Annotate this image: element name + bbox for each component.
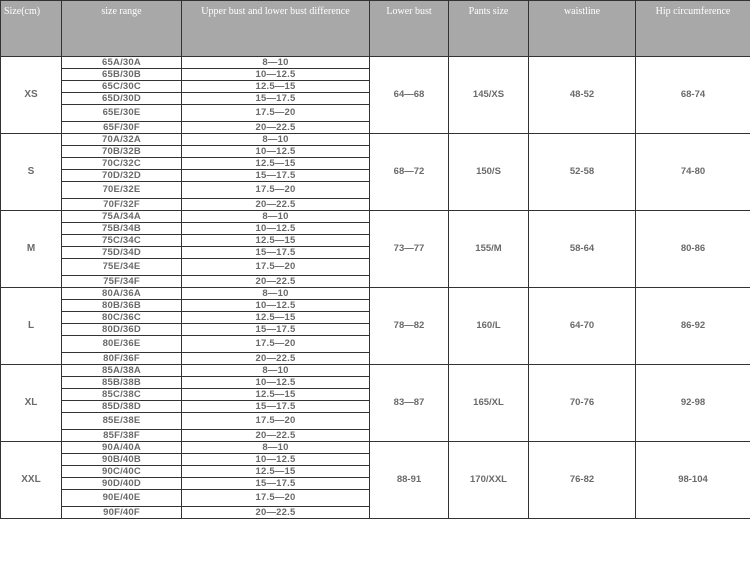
size-range-cell: 90B/40B [62, 454, 182, 466]
size-range-cell: 80B/36B [62, 300, 182, 312]
difference-cell: 15—17.5 [182, 478, 370, 490]
difference-cell: 17.5—20 [182, 105, 370, 122]
difference-cell: 15—17.5 [182, 247, 370, 259]
difference-cell: 10—12.5 [182, 146, 370, 158]
difference-cell: 17.5—20 [182, 182, 370, 199]
pants-size-cell: 150/S [449, 134, 529, 211]
size-range-cell: 85E/38E [62, 413, 182, 430]
difference-cell: 17.5—20 [182, 490, 370, 507]
size-range-cell: 75A/34A [62, 211, 182, 223]
difference-cell: 12.5—15 [182, 81, 370, 93]
size-range-cell: 75E/34E [62, 259, 182, 276]
difference-cell: 12.5—15 [182, 158, 370, 170]
header-size: Size(cm) [1, 1, 62, 57]
size-range-cell: 65E/30E [62, 105, 182, 122]
lower-bust-cell: 73—77 [370, 211, 449, 288]
size-range-cell: 90C/40C [62, 466, 182, 478]
pants-size-cell: 160/L [449, 288, 529, 365]
size-label: XS [1, 57, 62, 134]
header-hip: Hip circumference [636, 1, 750, 57]
size-range-cell: 90F/40F [62, 507, 182, 519]
waistline-cell: 58-64 [529, 211, 636, 288]
difference-cell: 15—17.5 [182, 93, 370, 105]
size-range-cell: 75B/34B [62, 223, 182, 235]
difference-cell: 20—22.5 [182, 353, 370, 365]
hip-cell: 98-104 [636, 442, 750, 519]
size-range-cell: 70F/32F [62, 199, 182, 211]
pants-size-cell: 145/XS [449, 57, 529, 134]
lower-bust-cell: 88-91 [370, 442, 449, 519]
difference-cell: 15—17.5 [182, 170, 370, 182]
difference-cell: 10—12.5 [182, 300, 370, 312]
difference-cell: 20—22.5 [182, 430, 370, 442]
difference-cell: 12.5—15 [182, 466, 370, 478]
waistline-cell: 48-52 [529, 57, 636, 134]
size-range-cell: 70A/32A [62, 134, 182, 146]
pants-size-cell: 165/XL [449, 365, 529, 442]
difference-cell: 8—10 [182, 211, 370, 223]
pants-size-cell: 155/M [449, 211, 529, 288]
size-range-cell: 65F/30F [62, 122, 182, 134]
size-range-cell: 85B/38B [62, 377, 182, 389]
difference-cell: 15—17.5 [182, 324, 370, 336]
size-range-cell: 65B/30B [62, 69, 182, 81]
waistline-cell: 76-82 [529, 442, 636, 519]
waistline-cell: 52-58 [529, 134, 636, 211]
size-range-cell: 80E/36E [62, 336, 182, 353]
difference-cell: 15—17.5 [182, 401, 370, 413]
header-pants-size: Pants size [449, 1, 529, 57]
header-waistline: waistline [529, 1, 636, 57]
size-range-cell: 80A/36A [62, 288, 182, 300]
table-row [1, 365, 750, 377]
size-range-cell: 70E/32E [62, 182, 182, 199]
hip-cell: 92-98 [636, 365, 750, 442]
size-range-cell: 75C/34C [62, 235, 182, 247]
hip-cell: 86-92 [636, 288, 750, 365]
size-range-cell: 85A/38A [62, 365, 182, 377]
difference-cell: 10—12.5 [182, 454, 370, 466]
header-lower-bust: Lower bust [370, 1, 449, 57]
size-range-cell: 90D/40D [62, 478, 182, 490]
difference-cell: 12.5—15 [182, 389, 370, 401]
size-label: M [1, 211, 62, 288]
difference-cell: 20—22.5 [182, 122, 370, 134]
difference-cell: 10—12.5 [182, 69, 370, 81]
header-difference: Upper bust and lower bust difference [182, 1, 370, 57]
difference-cell: 8—10 [182, 57, 370, 69]
size-range-cell: 85C/38C [62, 389, 182, 401]
pants-size-cell: 170/XXL [449, 442, 529, 519]
table-row [1, 288, 750, 300]
difference-cell: 17.5—20 [182, 413, 370, 430]
difference-cell: 8—10 [182, 288, 370, 300]
hip-cell: 80-86 [636, 211, 750, 288]
table-row [1, 57, 750, 69]
size-range-cell: 75F/34F [62, 276, 182, 288]
header-size-range: size range [62, 1, 182, 57]
header-row [1, 1, 750, 57]
lower-bust-cell: 68—72 [370, 134, 449, 211]
size-chart-body [1, 57, 750, 519]
difference-cell: 10—12.5 [182, 377, 370, 389]
difference-cell: 20—22.5 [182, 199, 370, 211]
table-row [1, 211, 750, 223]
hip-cell: 74-80 [636, 134, 750, 211]
table-row [1, 442, 750, 454]
hip-cell: 68-74 [636, 57, 750, 134]
difference-cell: 12.5—15 [182, 235, 370, 247]
size-range-cell: 85D/38D [62, 401, 182, 413]
size-range-cell: 80D/36D [62, 324, 182, 336]
size-range-cell: 70B/32B [62, 146, 182, 158]
size-range-cell: 85F/38F [62, 430, 182, 442]
size-label: L [1, 288, 62, 365]
waistline-cell: 64-70 [529, 288, 636, 365]
difference-cell: 8—10 [182, 134, 370, 146]
size-range-cell: 70C/32C [62, 158, 182, 170]
lower-bust-cell: 64—68 [370, 57, 449, 134]
size-range-cell: 90A/40A [62, 442, 182, 454]
lower-bust-cell: 78—82 [370, 288, 449, 365]
difference-cell: 12.5—15 [182, 312, 370, 324]
size-range-cell: 65D/30D [62, 93, 182, 105]
difference-cell: 17.5—20 [182, 336, 370, 353]
size-label: XL [1, 365, 62, 442]
difference-cell: 20—22.5 [182, 276, 370, 288]
size-range-cell: 90E/40E [62, 490, 182, 507]
difference-cell: 10—12.5 [182, 223, 370, 235]
size-label: S [1, 134, 62, 211]
size-range-cell: 75D/34D [62, 247, 182, 259]
difference-cell: 20—22.5 [182, 507, 370, 519]
waistline-cell: 70-76 [529, 365, 636, 442]
size-range-cell: 80F/36F [62, 353, 182, 365]
size-range-cell: 80C/36C [62, 312, 182, 324]
difference-cell: 8—10 [182, 365, 370, 377]
size-label: XXL [1, 442, 62, 519]
difference-cell: 8—10 [182, 442, 370, 454]
table-row [1, 134, 750, 146]
lower-bust-cell: 83—87 [370, 365, 449, 442]
size-range-cell: 65C/30C [62, 81, 182, 93]
difference-cell: 17.5—20 [182, 259, 370, 276]
size-range-cell: 65A/30A [62, 57, 182, 69]
size-range-cell: 70D/32D [62, 170, 182, 182]
